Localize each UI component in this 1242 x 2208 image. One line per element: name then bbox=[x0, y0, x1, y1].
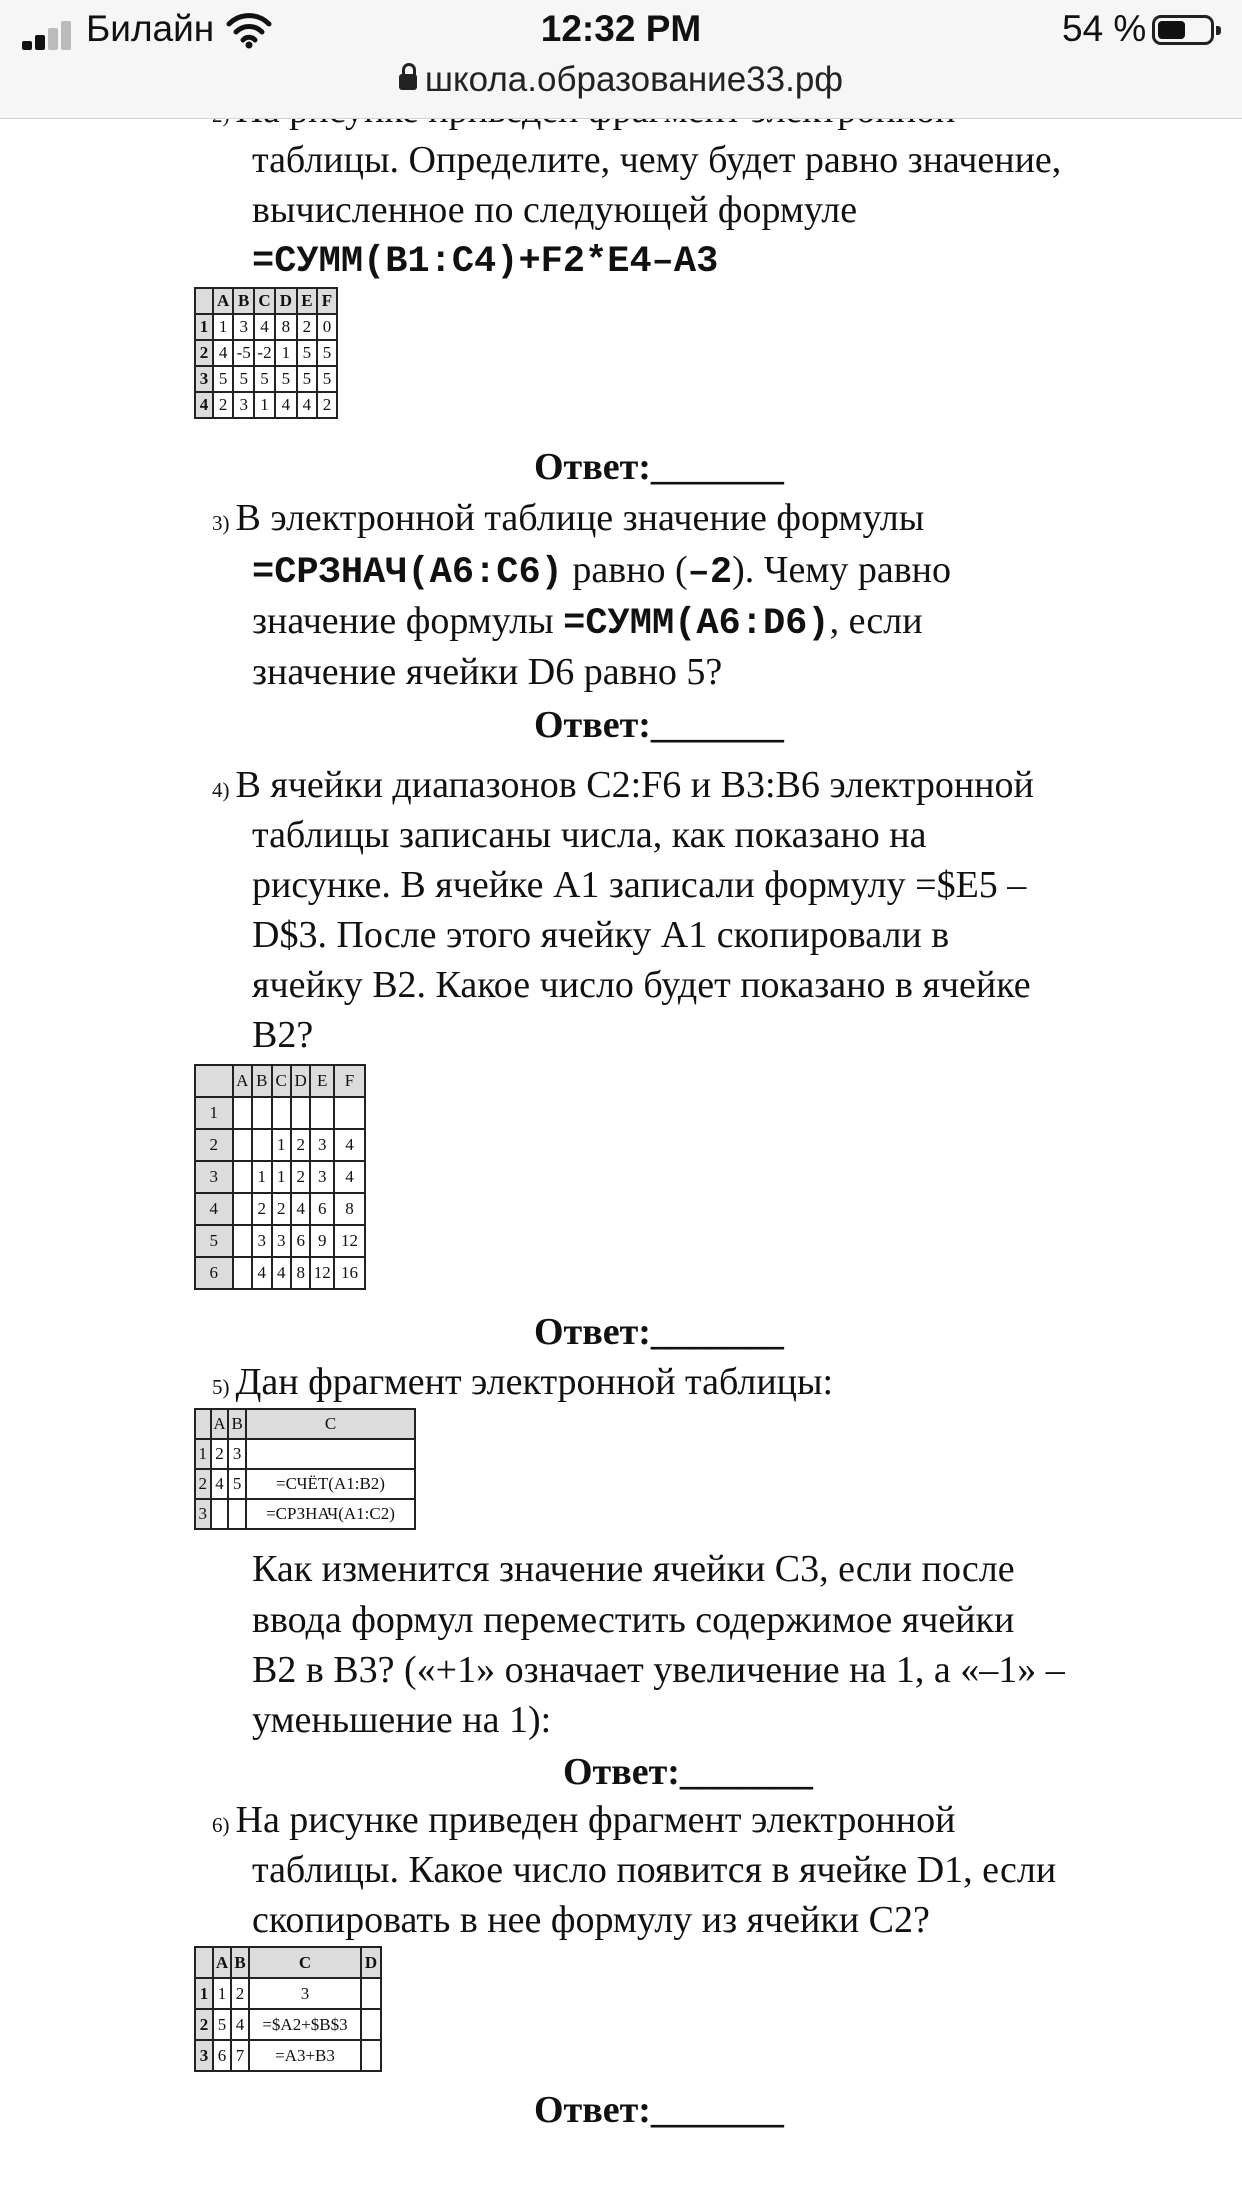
row-header: 3 bbox=[195, 366, 213, 392]
q4-line-2: таблицы записаны числа, как показано на bbox=[252, 814, 927, 856]
table-cell: 5 bbox=[254, 366, 275, 392]
column-header: F bbox=[334, 1065, 365, 1097]
q5-line-1: 5) Дан фрагмент электронной таблицы: bbox=[212, 1361, 834, 1403]
q4-line-6: B2? bbox=[252, 1014, 314, 1056]
table-cell bbox=[233, 1129, 253, 1161]
table-cell: -2 bbox=[254, 340, 275, 366]
table-cell: 4 bbox=[334, 1161, 365, 1193]
q3-line-4: значение ячейки D6 равно 5? bbox=[252, 651, 723, 693]
table-cell bbox=[310, 1097, 334, 1129]
row-header: 2 bbox=[195, 1469, 211, 1499]
table-cell: =A3+B3 bbox=[249, 2040, 361, 2071]
table-row bbox=[195, 2009, 381, 2040]
column-header: D bbox=[275, 288, 297, 314]
q4-line-3: рисунке. В ячейке A1 записали формулу =$E5 – bbox=[252, 864, 1027, 906]
table-cell: 2 bbox=[211, 1439, 229, 1469]
table-cell: 5 bbox=[297, 340, 317, 366]
table-row bbox=[195, 1097, 365, 1129]
q5-line-4: B2 в B3? («+1» означает увеличение на 1, а «–1» – bbox=[252, 1649, 1065, 1691]
table-cell: 5 bbox=[275, 366, 297, 392]
table-row bbox=[195, 1161, 365, 1193]
table-cell: 3 bbox=[272, 1225, 291, 1257]
table-row bbox=[195, 1225, 365, 1257]
row-header: 2 bbox=[195, 340, 213, 366]
table-cell: 2 bbox=[317, 392, 337, 418]
q6-spreadsheet-fragment bbox=[194, 1946, 382, 2072]
q3-line-3: значение формулы =СУММ(A6:D6), если bbox=[252, 600, 923, 645]
table-cell: 3 bbox=[228, 1439, 246, 1469]
table-cell bbox=[252, 1129, 271, 1161]
row-header: 1 bbox=[195, 1439, 211, 1469]
table-row bbox=[195, 1193, 365, 1225]
table-cell: 5 bbox=[297, 366, 317, 392]
table-cell bbox=[246, 1439, 415, 1469]
table-row bbox=[195, 1257, 365, 1289]
table-cell: 3 bbox=[310, 1129, 334, 1161]
table-cell: 4 bbox=[334, 1129, 365, 1161]
table-cell: 2 bbox=[291, 1129, 311, 1161]
table-header-row bbox=[195, 1409, 415, 1439]
table-cell bbox=[233, 1193, 253, 1225]
q5-line-5: уменьшение на 1): bbox=[252, 1699, 552, 1741]
table-row bbox=[195, 340, 337, 366]
table-cell bbox=[233, 1257, 253, 1289]
table-cell: 12 bbox=[310, 1257, 334, 1289]
table-cell: 8 bbox=[291, 1257, 311, 1289]
table-cell: 5 bbox=[213, 2009, 231, 2040]
table-cell: 5 bbox=[317, 366, 337, 392]
table-cell: 4 bbox=[272, 1257, 291, 1289]
table-cell: 4 bbox=[297, 392, 317, 418]
q2-answer: Ответ:_______ bbox=[534, 446, 784, 488]
table-cell: 2 bbox=[297, 314, 317, 340]
row-header: 2 bbox=[195, 2009, 213, 2040]
table-cell: 0 bbox=[317, 314, 337, 340]
table-cell: 9 bbox=[310, 1225, 334, 1257]
q3-line-1: 3) В электронной таблице значение формулы bbox=[212, 497, 925, 539]
table-row bbox=[195, 392, 337, 418]
table-cell: 4 bbox=[291, 1193, 311, 1225]
table-cell: 1 bbox=[272, 1129, 291, 1161]
url-text: школа.образование33.рф bbox=[424, 60, 844, 99]
row-header: 2 bbox=[195, 1129, 233, 1161]
battery-icon bbox=[1152, 15, 1214, 45]
table-cell: 3 bbox=[252, 1225, 271, 1257]
table-cell: 4 bbox=[254, 314, 275, 340]
column-header bbox=[195, 1409, 211, 1439]
table-cell bbox=[211, 1499, 229, 1529]
table-cell: 4 bbox=[213, 340, 233, 366]
column-header: D bbox=[361, 1947, 381, 1978]
table-cell: 3 bbox=[233, 392, 254, 418]
table-cell bbox=[334, 1097, 365, 1129]
table-cell: 2 bbox=[213, 392, 233, 418]
signal-icon bbox=[22, 20, 78, 50]
table-cell: 1 bbox=[213, 1978, 231, 2009]
row-header: 1 bbox=[195, 1978, 213, 2009]
q2-line-2: вычисленное по следующей формуле bbox=[252, 189, 858, 231]
row-header: 4 bbox=[195, 392, 213, 418]
table-cell: 1 bbox=[252, 1161, 271, 1193]
table-cell: 4 bbox=[275, 392, 297, 418]
table-cell: 12 bbox=[334, 1225, 365, 1257]
table-cell: 1 bbox=[254, 392, 275, 418]
table-row bbox=[195, 2040, 381, 2071]
column-header: C bbox=[254, 288, 275, 314]
table-cell bbox=[361, 2040, 381, 2071]
q2-formula: =СУММ(B1:C4)+F2*E4–A3 bbox=[252, 241, 719, 283]
status-time: 12:32 PM bbox=[540, 8, 702, 49]
table-cell bbox=[228, 1499, 246, 1529]
table-header-row bbox=[195, 1947, 381, 1978]
table-row bbox=[195, 1469, 415, 1499]
table-cell bbox=[361, 1978, 381, 2009]
table-cell: 4 bbox=[211, 1469, 229, 1499]
table-cell: 2 bbox=[231, 1978, 249, 2009]
table-row bbox=[195, 1978, 381, 2009]
q5-answer: Ответ:_______ bbox=[563, 1751, 813, 1793]
row-header: 3 bbox=[195, 1161, 233, 1193]
column-header: E bbox=[310, 1065, 334, 1097]
column-header bbox=[195, 1947, 213, 1978]
q4-line-1: 4) В ячейки диапазонов C2:F6 и B3:B6 электронной bbox=[212, 764, 1034, 806]
row-header: 3 bbox=[195, 1499, 211, 1529]
table-cell bbox=[233, 1097, 253, 1129]
address-bar[interactable] bbox=[0, 60, 1242, 100]
table-cell: -5 bbox=[233, 340, 254, 366]
battery-percent: 54 % bbox=[1062, 8, 1147, 49]
table-cell: 1 bbox=[272, 1161, 291, 1193]
column-header: F bbox=[317, 288, 337, 314]
q2-line-1: таблицы. Определите, чему будет равно значение, bbox=[252, 139, 1062, 181]
table-cell bbox=[252, 1097, 271, 1129]
q5-spreadsheet-fragment bbox=[194, 1408, 416, 1530]
browser-top-bar bbox=[0, 0, 1242, 119]
row-header: 6 bbox=[195, 1257, 233, 1289]
table-cell: 6 bbox=[310, 1193, 334, 1225]
column-header: A bbox=[211, 1409, 229, 1439]
table-cell bbox=[291, 1097, 311, 1129]
table-cell: 5 bbox=[228, 1469, 246, 1499]
q4-line-4: D$3. После этого ячейку A1 скопировали в bbox=[252, 914, 950, 956]
q5-line-2: Как изменится значение ячейки C3, если после bbox=[252, 1548, 1015, 1590]
wifi-icon bbox=[226, 10, 272, 50]
table-cell: 5 bbox=[213, 366, 233, 392]
row-header: 1 bbox=[195, 314, 213, 340]
column-header: C bbox=[272, 1065, 291, 1097]
column-header: D bbox=[291, 1065, 311, 1097]
table-cell: =СРЗНАЧ(A1:C2) bbox=[246, 1499, 415, 1529]
column-header: C bbox=[249, 1947, 361, 1978]
table-cell: 1 bbox=[213, 314, 233, 340]
table-cell: 5 bbox=[233, 366, 254, 392]
table-cell bbox=[272, 1097, 291, 1129]
lock-icon bbox=[399, 74, 417, 90]
table-cell: 1 bbox=[275, 340, 297, 366]
q6-line-3: скопировать в нее формулу из ячейки C2? bbox=[252, 1899, 930, 1941]
column-header: A bbox=[213, 288, 233, 314]
table-cell: 6 bbox=[291, 1225, 311, 1257]
table-cell: 2 bbox=[252, 1193, 271, 1225]
row-header: 1 bbox=[195, 1097, 233, 1129]
row-header: 5 bbox=[195, 1225, 233, 1257]
q4-answer: Ответ:_______ bbox=[534, 1311, 784, 1353]
column-header: A bbox=[213, 1947, 231, 1978]
column-header: B bbox=[231, 1947, 249, 1978]
table-cell: 4 bbox=[231, 2009, 249, 2040]
table-cell bbox=[233, 1225, 253, 1257]
table-cell: 2 bbox=[291, 1161, 311, 1193]
table-row bbox=[195, 1439, 415, 1469]
column-header: B bbox=[252, 1065, 271, 1097]
column-header: E bbox=[297, 288, 317, 314]
q5-line-3: ввода формул переместить содержимое ячейки bbox=[252, 1599, 1015, 1641]
q2-spreadsheet-fragment bbox=[194, 287, 338, 419]
table-row bbox=[195, 366, 337, 392]
q6-line-2: таблицы. Какое число появится в ячейке D1, если bbox=[252, 1849, 1057, 1891]
row-header: 3 bbox=[195, 2040, 213, 2071]
row-header: 4 bbox=[195, 1193, 233, 1225]
table-cell: 16 bbox=[334, 1257, 365, 1289]
table-row bbox=[195, 1129, 365, 1161]
table-row bbox=[195, 314, 337, 340]
battery-level-fill bbox=[1158, 21, 1185, 39]
table-cell: 5 bbox=[317, 340, 337, 366]
table-cell: 3 bbox=[233, 314, 254, 340]
table-cell: =$A2+$B$3 bbox=[249, 2009, 361, 2040]
carrier-name: Билайн bbox=[86, 8, 215, 49]
column-header bbox=[195, 288, 213, 314]
table-cell: 4 bbox=[252, 1257, 271, 1289]
table-row bbox=[195, 1499, 415, 1529]
table-cell: 8 bbox=[275, 314, 297, 340]
column-header: C bbox=[246, 1409, 415, 1439]
column-header: A bbox=[233, 1065, 253, 1097]
column-header bbox=[195, 1065, 233, 1097]
table-cell: 7 bbox=[231, 2040, 249, 2071]
table-cell bbox=[233, 1161, 253, 1193]
column-header: B bbox=[228, 1409, 246, 1439]
q3-answer: Ответ:_______ bbox=[534, 704, 784, 746]
q6-line-1: 6) На рисунке приведен фрагмент электронной bbox=[212, 1799, 956, 1841]
q3-line-2: =СРЗНАЧ(A6:C6) равно (–2). Чему равно bbox=[252, 549, 952, 594]
table-header-row bbox=[195, 288, 337, 314]
table-cell: 2 bbox=[272, 1193, 291, 1225]
table-cell: 3 bbox=[249, 1978, 361, 2009]
q6-answer: Ответ:_______ bbox=[534, 2089, 784, 2131]
table-cell: 3 bbox=[310, 1161, 334, 1193]
q4-spreadsheet-fragment bbox=[194, 1064, 366, 1290]
table-cell: 6 bbox=[213, 2040, 231, 2071]
column-header: B bbox=[233, 288, 254, 314]
table-cell bbox=[361, 2009, 381, 2040]
table-cell: 8 bbox=[334, 1193, 365, 1225]
q4-line-5: ячейку B2. Какое число будет показано в ячейке bbox=[252, 964, 1031, 1006]
table-cell: =СЧЁТ(A1:B2) bbox=[246, 1469, 415, 1499]
table-header-row bbox=[195, 1065, 365, 1097]
